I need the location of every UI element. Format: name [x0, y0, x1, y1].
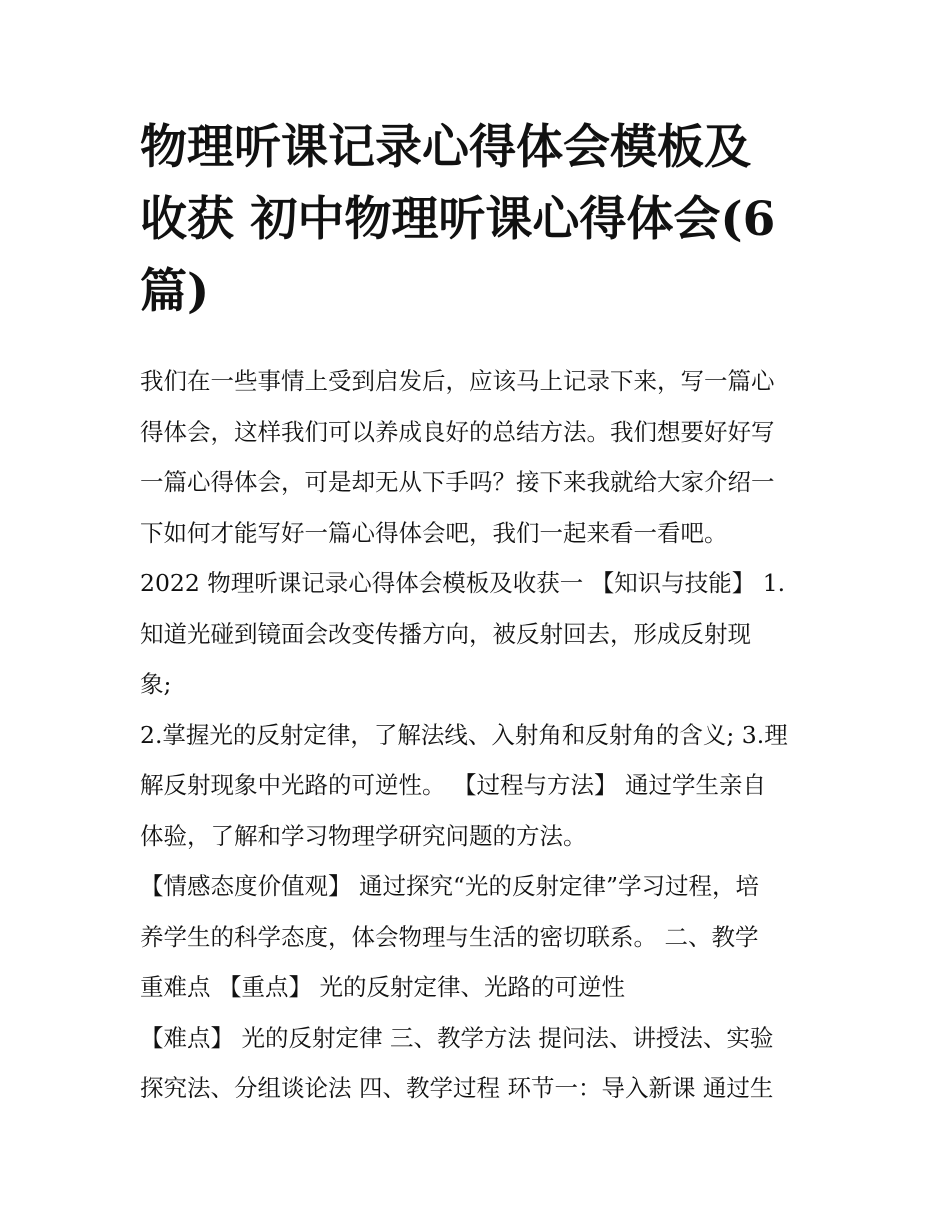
body-line: 体验，了解和学习物理学研究问题的方法。 [140, 821, 587, 850]
body-line: 2.掌握光的反射定律，了解法线、入射角和反射角的含义; 3.理 [140, 720, 788, 749]
body-line: 我们在一些事情上受到启发后，应该马上记录下来，写一篇心 [140, 367, 775, 395]
body-line: 下如何才能写好一篇心得体会吧，我们一起来看一看吧。 [140, 518, 728, 547]
body-line: 【情感态度价值观】 通过探究“光的反射定律”学习过程，培 [140, 872, 759, 900]
body-line: 探究法、分组谈论法 四、教学过程 环节一：导入新课 通过生 [140, 1074, 774, 1102]
document-body [140, 356, 820, 1114]
title-line: 物理听课记录心得体会模板及 [140, 120, 751, 175]
body-line: 得体会，这样我们可以养成良好的总结方法。我们想要好好写 [140, 417, 775, 446]
body-line: 象; [140, 670, 172, 698]
body-line: 一篇心得体会，可是却无从下手吗？接下来我就给大家介绍一 [140, 468, 775, 496]
body-line: 解反射现象中光路的可逆性。 【过程与方法】 通过学生亲自 [140, 771, 766, 799]
title-line: 收获 初中物理听课心得体会(6 [140, 192, 776, 247]
body-line: 养学生的科学态度，体会物理与生活的密切联系。 二、教学 [140, 922, 759, 951]
body-line: 知道光碰到镜面会改变传播方向，被反射回去，形成反射现 [140, 619, 751, 648]
body-line: 重难点 【重点】 光的反射定律、光路的可逆性 [140, 973, 625, 1001]
body-line: 2022 物理听课记录心得体会模板及收获一 【知识与技能】 1. [140, 569, 786, 597]
title-line: 篇) [140, 264, 210, 319]
document-title [140, 112, 820, 328]
body-line: 【难点】 光的反射定律 三、教学方法 提问法、讲授法、实验 [140, 1023, 774, 1052]
